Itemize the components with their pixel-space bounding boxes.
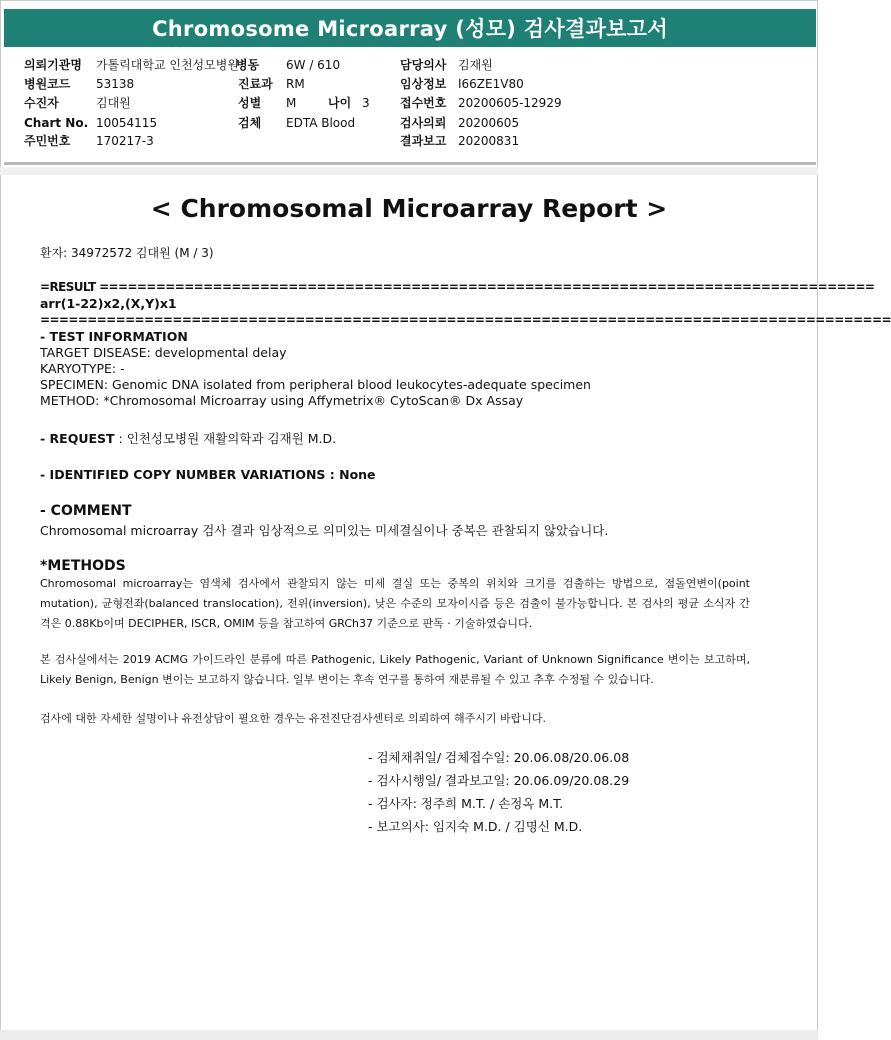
info-label-chart-no: Chart No. [24,116,89,130]
info-value-hospital-code: 53138 [96,77,135,91]
info-value-patient: 김대원 [96,96,131,110]
result-footer: ========================================================================================== [40,313,891,327]
info-label-department: 진료과 [238,77,273,91]
request-label: - REQUEST [40,431,115,446]
info-value-doctor: 김재원 [458,58,493,72]
info-label-resident-no: 주민번호 [24,134,71,148]
header-shadow-band [0,167,818,175]
header-separator [4,162,816,165]
report-title: < Chromosomal Microarray Report > [150,194,668,223]
method-line: METHOD: *Chromosomal Microarray using Affymetrix® CytoScan® Dx Assay [40,393,524,408]
info-label-doctor: 담당의사 [400,58,447,72]
comment-heading: - COMMENT [40,503,132,519]
info-value-ward: 6W / 610 [286,58,341,72]
methods-heading: *METHODS [40,558,126,574]
target-disease: TARGET DISEASE: developmental delay [40,345,287,360]
info-value-specimen: EDTA Blood [286,116,356,130]
request-line [40,431,336,447]
info-label-accession-no: 접수번호 [400,96,447,110]
info-value-sex: M [286,96,297,110]
signoff-physicians: - 보고의사: 임지숙 M.D. / 김명신 M.D. [368,819,583,834]
methods-paragraph-2: 본 검사실에서는 2019 ACMG 가이드라인 분류에 따른 Pathogenic, Likely Pathogenic, Variant of Unknown Significance 변이는 보고하며, Likely Benign, Benign 변이는 보고하지 않습니다. 일부 변이는 후속 연구를 통하여 재분류될 수 있고 추후 수정될 수 있습니다. [40,653,750,686]
cnv-line: - IDENTIFIED COPY NUMBER VARIATIONS : None [40,467,376,482]
info-label-hospital-code: 병원코드 [24,77,71,91]
karyotype-result: arr(1-22)x2,(X,Y)x1 [40,296,177,311]
info-label-report-date: 결과보고 [400,134,447,148]
signoff-collection-dates: - 검체채취일/ 검체접수일: 20.06.08/20.06.08 [368,750,630,765]
patient-line: 환자: 34972572 김대원 (M / 3) [40,246,214,260]
info-value-age: 3 [362,96,370,110]
info-label-institution: 의뢰기관명 [24,58,82,72]
karyotype-line: KARYOTYPE: - [40,361,125,376]
info-label-ward: 병동 [236,58,260,72]
info-value-institution: 가톨릭대학교 인천성모병원 [96,58,239,72]
info-value-accession-no: 20200605-12929 [458,96,562,110]
info-label-sex: 성별 [238,96,262,110]
info-value-resident-no: 170217-3 [96,134,154,148]
test-info-heading: - TEST INFORMATION [40,329,188,344]
comment-text: Chromosomal microarray 검사 결과 임상적으로 의미있는 미세결실이나 중복은 관찰되지 않았습니다. [40,523,609,538]
info-label-request-date: 검사의뢰 [400,116,447,130]
methods-paragraph-3: 검사에 대한 자세한 설명이나 유전상담이 필요한 경우는 유전진단검사센터로 의뢰하여 해주시기 바랍니다. [40,712,547,725]
report-header-title: Chromosome Microarray (성모) 검사결과보고서 [4,9,816,47]
result-header: =RESULT ================================================================================== [40,280,875,294]
signoff-test-dates: - 검사시행일/ 결과보고일: 20.06.09/20.08.29 [368,773,630,788]
signoff-technicians: - 검사자: 정주희 M.T. / 손정옥 M.T. [368,796,564,811]
info-value-request-date: 20200605 [458,116,520,130]
info-label-clinical-info: 임상정보 [400,77,447,91]
info-value-department: RM [286,77,305,91]
specimen-line: SPECIMEN: Genomic DNA isolated from peripheral blood leukocytes-adequate specimen [40,377,591,392]
methods-paragraph-1: Chromosomal microarray는 염색체 검사에서 관찰되지 않는 미세 결실 또는 중복의 위치와 크기를 검출하는 방법으로, 점돌연변이(point mutation), 균형전좌(balanced translocation), 전위(inversion), 낮은 수준의 모자이시즘 등은 검출이 불가능합니다. 본 검사의 평균 소식자 간격은 0.88Kb이며 DECIPHER, ISCR, OMIM 등을 참고하여 GRCh37 기준으로 판독 · 기술하였습니다. [40,577,750,630]
info-label-age: 나이 [328,96,352,110]
info-value-chart-no: 10054115 [96,116,158,130]
info-label-specimen: 검체 [238,116,262,130]
info-label-patient: 수진자 [24,96,59,110]
request-value: : 인천성모병원 재활의학과 김재원 M.D. [114,431,337,446]
info-value-report-date: 20200831 [458,134,520,148]
bottom-band [0,1030,818,1040]
info-value-clinical-info: I66ZE1V80 [458,77,524,91]
